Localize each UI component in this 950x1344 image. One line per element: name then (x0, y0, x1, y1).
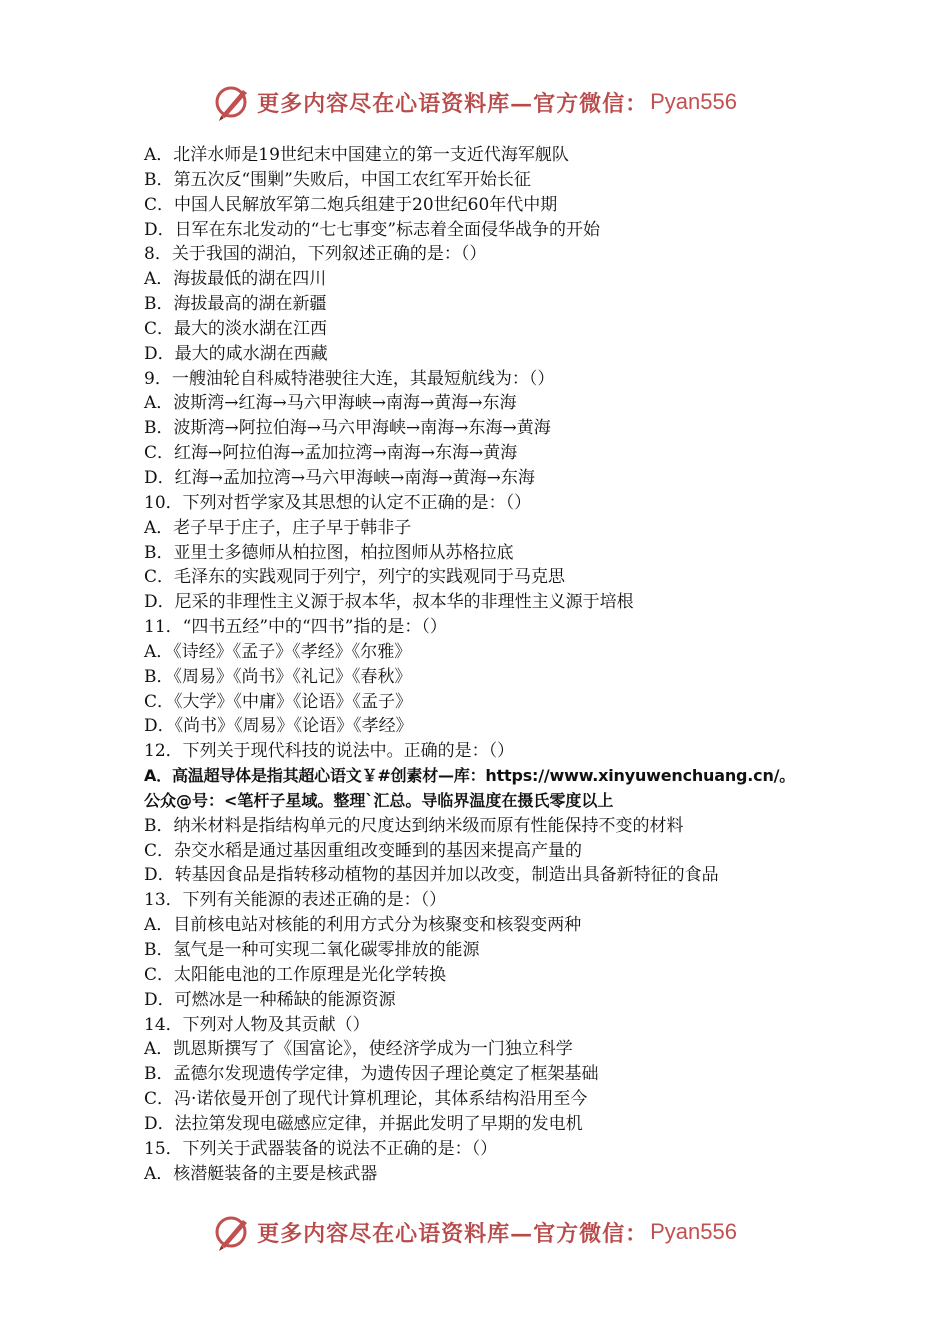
text-line: D．最大的咸水湖在西藏 (144, 343, 328, 364)
text-line: B．海拔最高的湖在新疆 (144, 294, 327, 315)
watermark-footer (0, 1210, 950, 1254)
text-line: C．冯·诺依曼开创了现代计算机理论，其体系结构沿用至今 (144, 1089, 588, 1110)
question-line: 11．“四书五经”中的“四书”指的是：（） (144, 617, 447, 638)
question-line: 8．关于我国的湖泊，下列叙述正确的是：（） (144, 244, 487, 265)
watermark-wechat-id: Pyan556 (650, 1219, 737, 1244)
text-line: C．毛泽东的实践观同于列宁，列宁的实践观同于马克思 (144, 567, 566, 588)
pen-logo-icon (213, 82, 253, 122)
text-line: A．核潜艇装备的主要是核武器 (144, 1163, 378, 1184)
text-line: B．第五次反“围剿”失败后，中国工农红军开始长征 (144, 169, 531, 190)
text-line: C．红海→阿拉伯海→孟加拉湾→南海→东海→黄海 (144, 443, 518, 464)
text-line: C．最大的淡水湖在江西 (144, 318, 328, 339)
text-line: A．波斯湾→红海→马六甲海峡→南海→黄海→东海 (144, 393, 517, 414)
question-line: 15．下列关于武器装备的说法不正确的是：（） (144, 1138, 498, 1159)
text-line: D．法拉第发现电磁感应定律，并据此发明了早期的发电机 (144, 1113, 583, 1134)
text-line: C．《大学》《中庸》《论语》《孟子》 (144, 691, 413, 712)
text-line: A．北洋水师是19世纪末中国建立的第一支近代海军舰队 (144, 145, 569, 165)
text-line: B．氢气是一种可实现二氧化碳零排放的能源 (144, 940, 480, 960)
question-line: 13．下列有关能源的表述正确的是：（） (144, 890, 447, 911)
text-line: A．《诗经》《孟子》《孝经》《尔雅》 (144, 641, 412, 662)
question-line: 12．下列关于现代科技的说法中。正确的是：（） (144, 741, 515, 762)
text-line: C．杂交水稻是通过基因重组改变睡到的基因来提高产量的 (144, 840, 583, 861)
question-line: 14．下列对人物及其贡献（） (144, 1014, 370, 1035)
text-line: A．老子早于庄子，庄子早于韩非子 (144, 517, 412, 538)
text-line: 公众@号：<笔杆子星域。整理`汇总。导临界温度在摄氏零度以上 (144, 790, 614, 810)
watermark-header (0, 80, 950, 124)
text-line: D．《尚书》《周易》《论语》《孝经》 (144, 716, 413, 737)
text-line: A．目前核电站对核能的利用方式分为核聚变和核裂变两种 (144, 915, 582, 936)
text-line: B．波斯湾→阿拉伯海→马六甲海峡→南海→东海→黄海 (144, 418, 551, 439)
document-body (144, 143, 834, 1186)
text-line: B．《周易》《尚书》《礼记》《春秋》 (144, 666, 412, 687)
text-line: C．中国人民解放军第二炮兵组建于20世纪60年代中期 (144, 194, 558, 215)
text-line: A．凯恩斯撰写了《国富论》，使经济学成为一门独立科学 (144, 1039, 573, 1060)
text-line: D．日军在东北发动的“七七事变”标志着全面侵华战争的开始 (144, 219, 601, 240)
watermark-wechat-id: Pyan556 (650, 89, 737, 114)
text-line: B．孟德尔发现遗传学定律，为遗传因子理论奠定了框架基础 (144, 1064, 599, 1085)
text-line: D．红海→孟加拉湾→马六甲海峡→南海→黄海→东海 (144, 467, 535, 488)
pen-logo-icon (213, 1212, 253, 1252)
text-line: A．海拔最低的湖在四川 (144, 269, 327, 290)
watermark-text: 更多内容尽在心语资料库—官方微信： (257, 90, 649, 117)
watermark-text: 更多内容尽在心语资料库—官方微信： (257, 1220, 649, 1247)
text-line: B．亚里士多德师从柏拉图，柏拉图师从苏格拉底 (144, 542, 514, 563)
text-line: C．太阳能电池的工作原理是光化学转换 (144, 964, 447, 985)
question-line: 9．一艘油轮自科威特港驶往大连，其最短航线为：（） (144, 368, 555, 389)
text-line: B．纳米材料是指结构单元的尺度达到纳米级而原有性能保持不变的材料 (144, 815, 684, 836)
question-line: 10．下列对哲学家及其思想的认定不正确的是：（） (144, 492, 532, 513)
text-line: A．高温超导体是指其超心语文￥#创素材—库：https://www.xinyuwenchuang.cn/。 (144, 766, 796, 786)
text-line: D．尼采的非理性主义源于叔本华，叔本华的非理性主义源于培根 (144, 592, 634, 613)
text-line: D．可燃冰是一种稀缺的能源资源 (144, 989, 396, 1010)
text-line: D．转基因食品是指转移动植物的基因并加以改变，制造出具备新特征的食品 (144, 865, 719, 886)
